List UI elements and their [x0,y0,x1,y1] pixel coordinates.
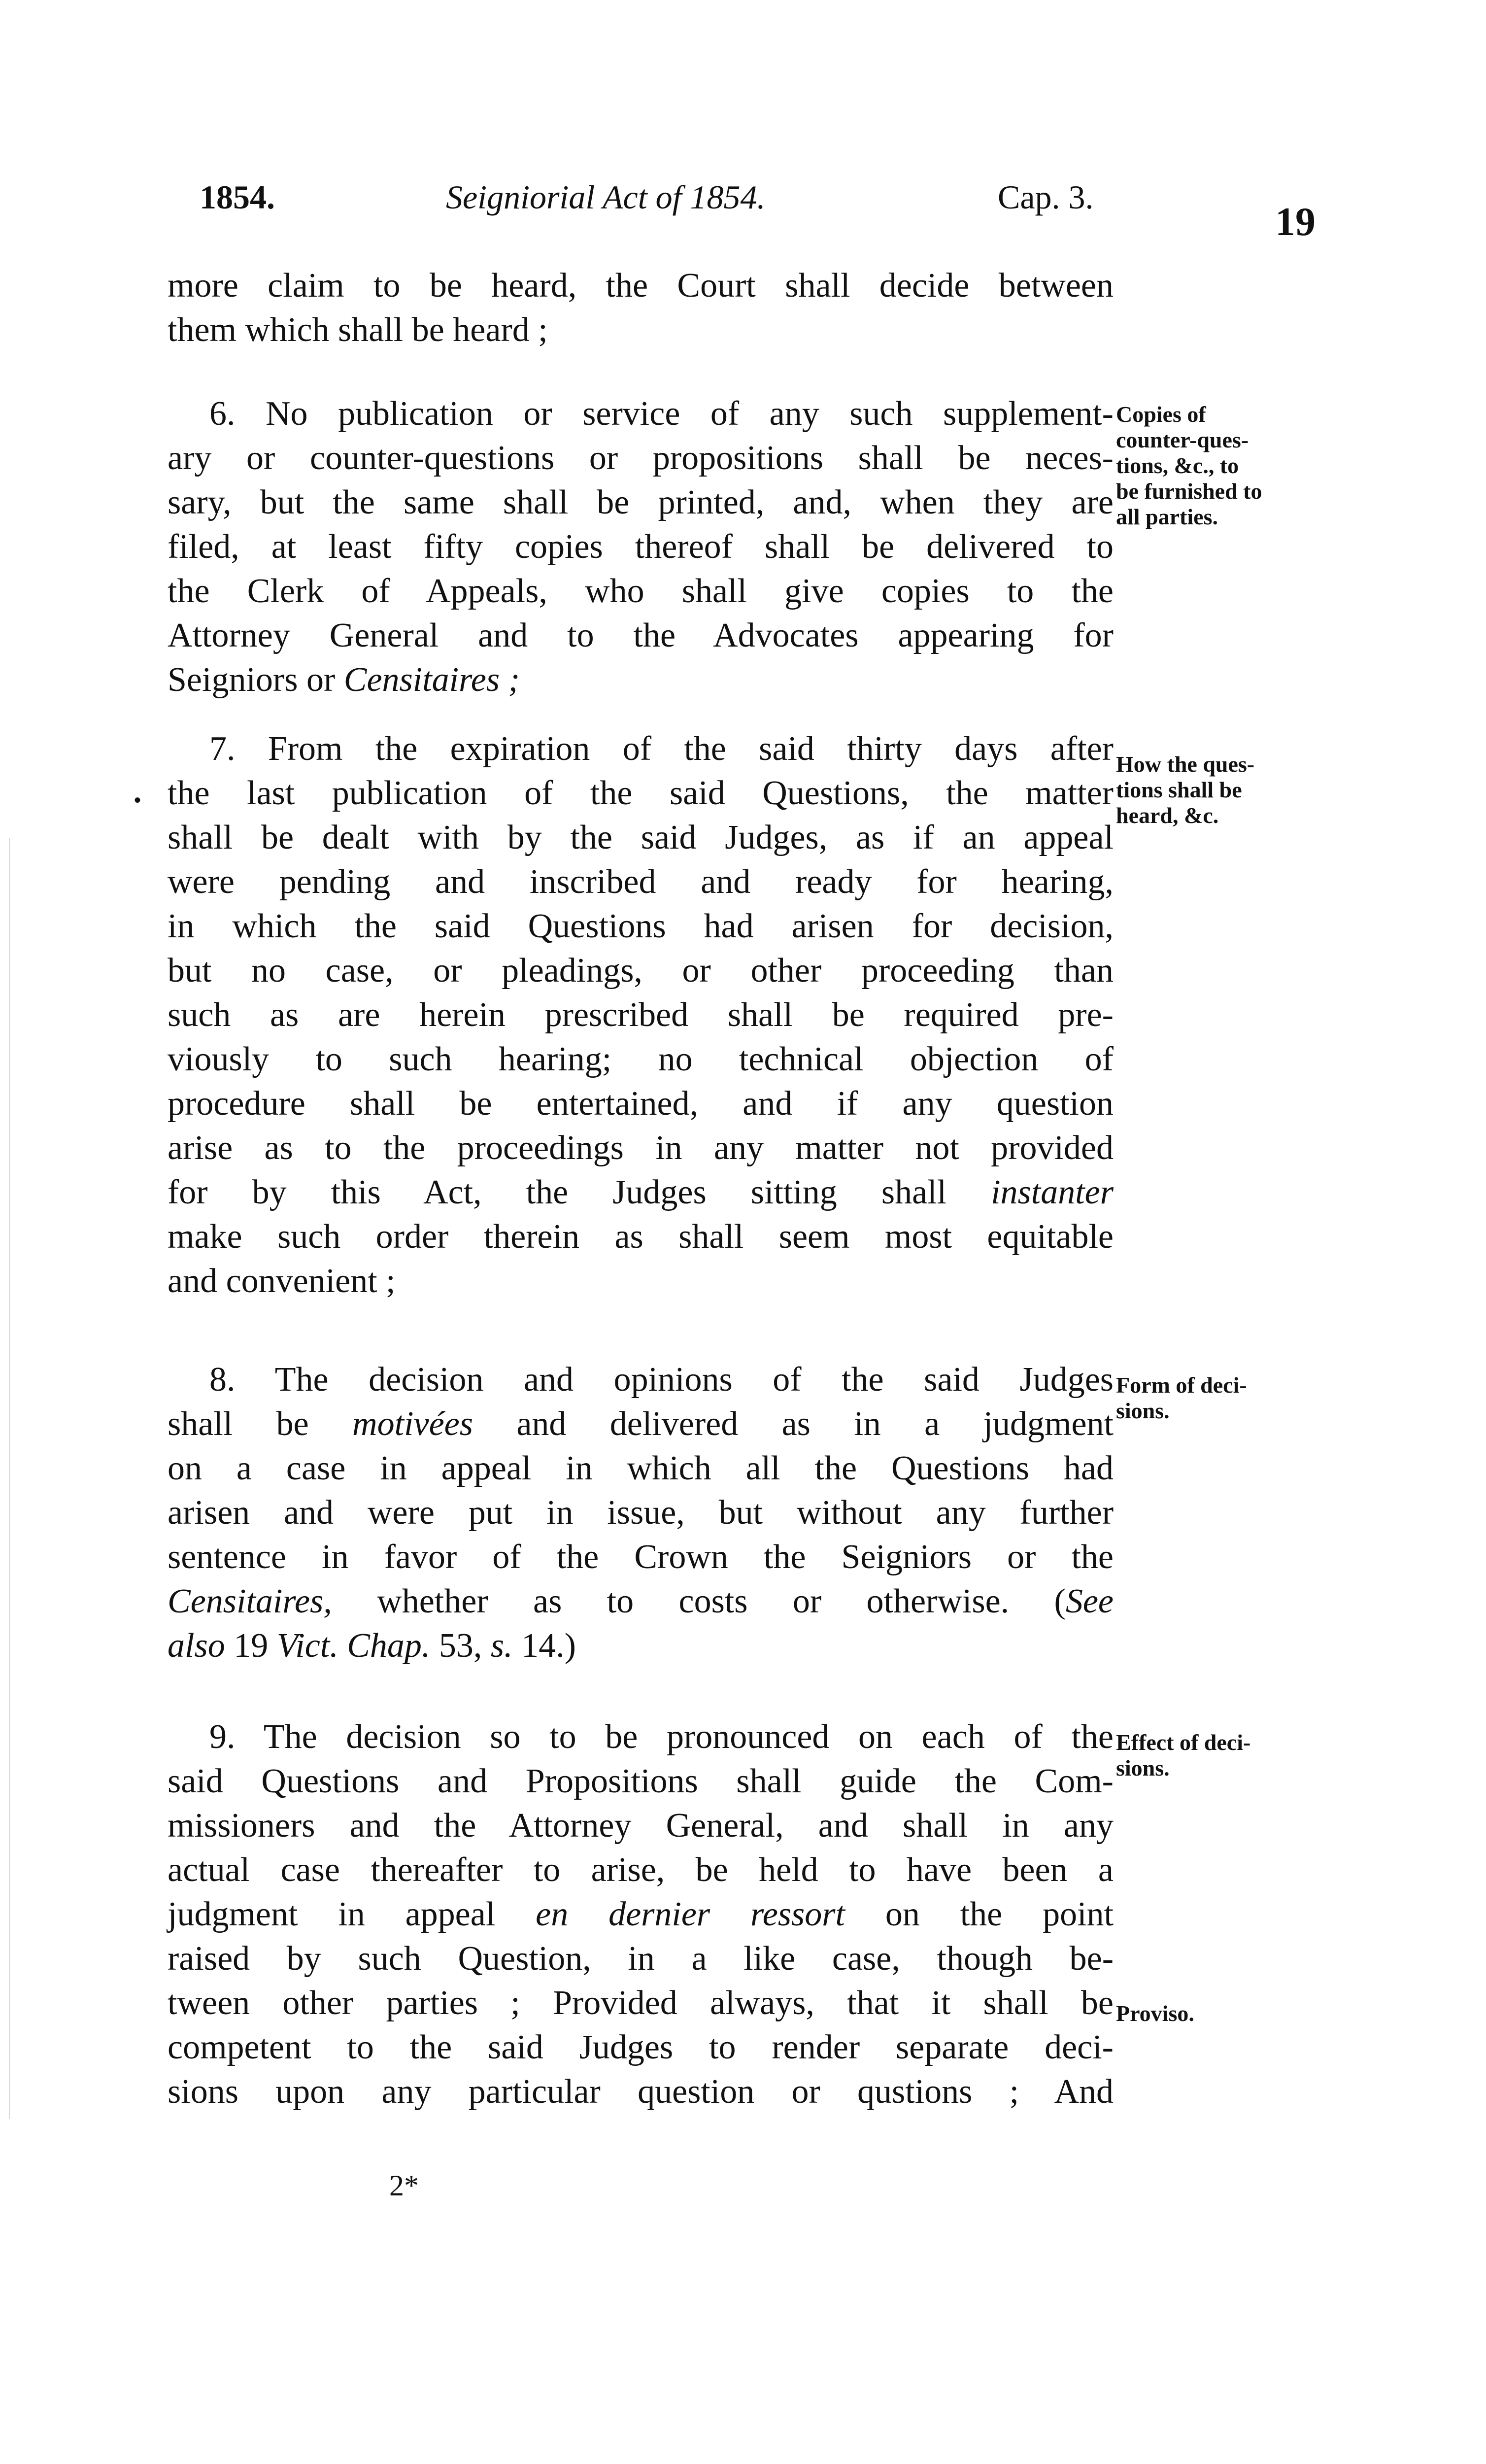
text-line: in which the said Questions had arisen for decision, [168,907,1114,945]
italic-term: en dernier ressort [536,1895,845,1933]
note-line: Form of deci- [1116,1372,1247,1398]
text-line: 6. No publication or service of any such supplement- [209,395,1114,433]
italic-term: See [1065,1582,1114,1620]
italic-term: Vict. Chap. [276,1627,431,1665]
paragraph-8 [168,1358,1114,1668]
page-number: 19 [1275,199,1316,244]
text-run: 14.) [512,1627,576,1665]
paragraph-continuation [168,264,1114,352]
text-line: sentence in favor of the Crown the Seigniors or the [168,1538,1114,1576]
margin-note-copies [1116,402,1333,530]
text-run: and delivered as in a judgment [473,1405,1114,1443]
italic-term: also [168,1627,225,1665]
text-run: whether as to costs or otherwise. ( [332,1582,1066,1620]
text-line [168,658,1114,702]
text-line: missioners and the Attorney General, and shall in any [168,1807,1114,1845]
text-line: actual case thereafter to arise, be held to have been a [168,1851,1114,1889]
note-line: sions. [1116,1755,1170,1780]
text-line: shall be dealt with by the said Judges, as if an appeal [168,819,1114,856]
header-title: Seigniorial Act of 1854. [446,178,766,216]
note-line: Copies of [1116,402,1206,427]
text-line: more claim to be heard, the Court shall decide between [168,267,1114,305]
stray-mark: • [134,789,141,811]
italic-term: Censitaires ; [343,661,520,699]
text-run: Seigniors or [168,661,344,699]
text-line: ary or counter-questions or propositions shall be neces- [168,439,1114,477]
text-line: such as are herein prescribed shall be required pre- [168,996,1114,1034]
note-line: be furnished to [1116,479,1262,504]
text-line: 8. The decision and opinions of the said Judges [209,1361,1114,1399]
text-line: the Clerk of Appeals, who shall give copies to the [168,572,1114,610]
header-year: 1854. [200,178,275,216]
text-line: them which shall be heard ; [168,311,548,349]
margin-note-form-of-decisions [1116,1372,1333,1424]
text-line: arisen and were put in issue, but without any further [168,1494,1114,1532]
note-line: heard, &c. [1116,803,1219,828]
note-line: tions, &c., to [1116,453,1239,478]
margin-note-proviso [1116,2001,1333,2026]
text-line: the last publication of the said Questions, the matter [168,774,1114,812]
text-line: competent to the said Judges to render separate deci- [168,2028,1114,2066]
text-line [168,1402,1114,1446]
note-line: sions. [1116,1398,1170,1423]
italic-term: instanter [991,1173,1114,1211]
note-line: tions shall be [1116,777,1242,802]
text-line [168,1624,1114,1668]
text-line: filed, at least fifty copies thereof shall be delivered to [168,528,1114,566]
header-chapter: Cap. 3. [998,178,1094,216]
text-line: said Questions and Propositions shall guide the Com- [168,1762,1114,1800]
signature-mark: 2* [389,2169,419,2202]
note-line: How the ques- [1116,752,1255,777]
text-line: and convenient ; [168,1262,396,1300]
italic-term: s. [490,1627,513,1665]
text-run: shall be [168,1405,353,1443]
text-line: make such order therein as shall seem most equitable [168,1218,1114,1256]
text-line: sions upon any particular question or qustions ; And [168,2073,1114,2111]
italic-term: Censitaires, [168,1582,332,1620]
margin-note-effect-of-decisions [1116,1730,1333,1781]
text-line [168,1579,1114,1624]
text-line: Attorney General and to the Advocates appearing for [168,616,1114,654]
text-run: 19 [225,1627,277,1665]
paragraph-7 [168,727,1114,1303]
paragraph-6 [168,392,1114,702]
text-line: 9. The decision so to be pronounced on each of the [209,1718,1114,1756]
text-line: arise as to the proceedings in any matter not provided [168,1129,1114,1167]
text-line: raised by such Question, in a like case, though be- [168,1940,1114,1978]
text-run: on the point [844,1895,1114,1933]
paragraph-9 [168,1715,1114,2114]
scan-edge [9,838,10,2119]
text-line: viously to such hearing; no technical objection of [168,1040,1114,1078]
text-run: 53, [430,1627,491,1665]
note-line: counter-ques- [1116,427,1249,452]
margin-note-hearing [1116,752,1333,828]
text-line: procedure shall be entertained, and if any question [168,1085,1114,1123]
text-line [168,1170,1114,1215]
text-line: on a case in appeal in which all the Questions had [168,1449,1114,1487]
text-run: for by this Act, the Judges sitting shall [168,1173,991,1211]
text-line: 7. From the expiration of the said thirty days after [209,730,1114,768]
note-line: Proviso. [1116,2001,1194,2026]
note-line: all parties. [1116,504,1218,529]
note-line: Effect of deci- [1116,1730,1251,1755]
text-line: but no case, or pleadings, or other proceeding than [168,952,1114,990]
text-line: were pending and inscribed and ready for hearing, [168,863,1114,901]
text-run: judgment in appeal [168,1895,536,1933]
text-line: tween other parties ; Provided always, that it shall be [168,1984,1114,2022]
text-line [168,1892,1114,1937]
italic-term: motivées [352,1405,473,1443]
text-line: sary, but the same shall be printed, and, when they are [168,483,1114,521]
